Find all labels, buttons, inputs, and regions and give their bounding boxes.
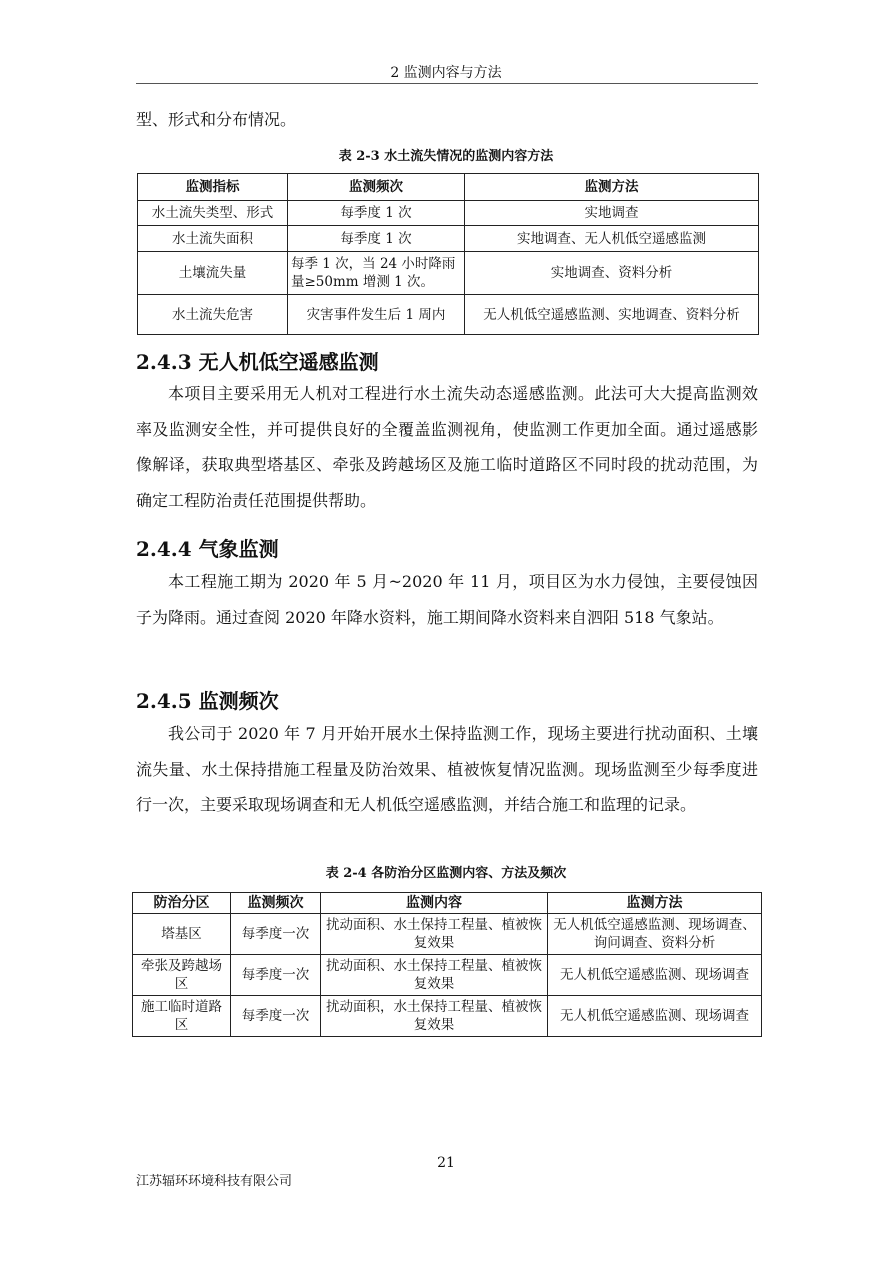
table1-header-cell: 监测指标 — [138, 174, 288, 201]
table-row — [133, 914, 762, 955]
table1 — [137, 173, 759, 335]
table2-header-cell: 监测内容 — [321, 893, 548, 914]
table-cell: 水土流失类型、形式 — [138, 201, 288, 226]
table-cell: 水土流失危害 — [138, 295, 288, 335]
table-cell: 每季 1 次，当 24 小时降雨量≥50mm 增测 1 次。 — [288, 252, 465, 295]
table2-header-cell: 监测方法 — [548, 893, 762, 914]
table2-caption: 表 2-4 各防治分区监测内容、方法及频次 — [325, 866, 567, 881]
running-header: 2 监测内容与方法 — [390, 65, 502, 81]
table-row — [138, 252, 759, 295]
table2-header-cell: 防治分区 — [133, 893, 231, 914]
section-title-2-4-3: 2.4.3 无人机低空遥感监测 — [136, 350, 379, 374]
table-cell: 每季度一次 — [231, 955, 321, 996]
table-cell: 扰动面积、水土保持工程量、植被恢复效果 — [321, 955, 548, 996]
table-cell: 水土流失面积 — [138, 226, 288, 252]
table-row — [133, 996, 762, 1037]
footer-company: 江苏辐环环境科技有限公司 — [136, 1174, 293, 1189]
section-body-2-4-5: 我公司于 2020 年 7 月开始开展水土保持监测工作，现场主要进行扰动面积、土壤流失量、水土保持措施工程量及防治效果、植被恢复情况监测。现场监测至少每季度进行一次，主要采取现场调查和无人机低空遥感监测，并结合施工和监理的记录。 — [136, 724, 758, 814]
table1-caption: 表 2-3 水土流失情况的监测内容方法 — [338, 149, 554, 164]
section-body-2-4-4: 本工程施工期为 2020 年 5 月~2020 年 11 月，项目区为水力侵蚀，主要侵蚀因子为降雨。通过查阅 2020 年降水资料，施工期间降水资料来自泗阳 518 气象站。 — [136, 572, 758, 627]
table-cell: 施工临时道路区 — [133, 996, 231, 1037]
table-cell: 无人机低空遥感监测、现场调查 — [548, 955, 762, 996]
table-cell: 每季度一次 — [231, 996, 321, 1037]
table2-header-row — [133, 893, 762, 914]
table-cell: 实地调查、资料分析 — [465, 252, 759, 295]
table1-header-row — [138, 174, 759, 201]
table-row — [138, 295, 759, 335]
table-cell: 无人机低空遥感监测、现场调查、询问调查、资料分析 — [548, 914, 762, 955]
table1-header-cell: 监测方法 — [465, 174, 759, 201]
table1-header-cell: 监测频次 — [288, 174, 465, 201]
section-title-2-4-4: 2.4.4 气象监测 — [136, 537, 279, 561]
table-cell: 牵张及跨越场区 — [133, 955, 231, 996]
table-cell: 无人机低空遥感监测、现场调查 — [548, 996, 762, 1037]
table-cell: 土壤流失量 — [138, 252, 288, 295]
table-cell: 每季度 1 次 — [288, 226, 465, 252]
section-body-2-4-3: 本项目主要采用无人机对工程进行水土流失动态遥感监测。此法可大大提高监测效率及监测安全性，并可提供良好的全覆盖监测视角，使监测工作更加全面。通过遥感影像解译，获取典型塔基区、牵张及跨越场区及施工临时道路区不同时段的扰动范围，为确定工程防治责任范围提供帮助。 — [136, 384, 758, 510]
table-cell: 每季度一次 — [231, 914, 321, 955]
table-row — [138, 201, 759, 226]
section-title-2-4-5: 2.4.5 监测频次 — [136, 689, 279, 713]
header-rule — [136, 83, 758, 84]
table-cell: 每季度 1 次 — [288, 201, 465, 226]
table-cell: 实地调查 — [465, 201, 759, 226]
table-row — [133, 955, 762, 996]
table-cell: 灾害事件发生后 1 周内 — [288, 295, 465, 335]
table-cell: 塔基区 — [133, 914, 231, 955]
page-number: 21 — [437, 1155, 455, 1171]
table-cell: 实地调查、无人机低空遥感监测 — [465, 226, 759, 252]
table-cell: 扰动面积、水土保持工程量、植被恢复效果 — [321, 914, 548, 955]
table-cell: 无人机低空遥感监测、实地调查、资料分析 — [465, 295, 759, 335]
table-row — [138, 226, 759, 252]
table2-header-cell: 监测频次 — [231, 893, 321, 914]
intro-line: 型、形式和分布情况。 — [136, 110, 297, 129]
table2 — [132, 892, 762, 1037]
table-cell: 扰动面积，水土保持工程量、植被恢复效果 — [321, 996, 548, 1037]
